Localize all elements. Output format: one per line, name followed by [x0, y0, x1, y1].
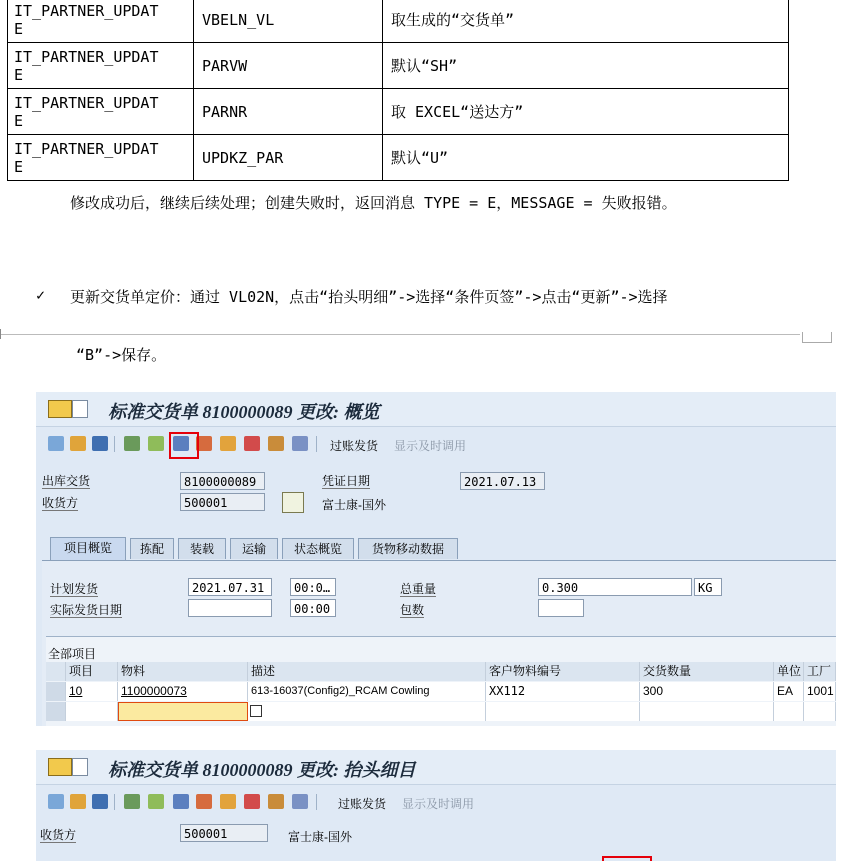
column-header[interactable]: 项目 — [66, 662, 118, 681]
sap-menu-icon[interactable] — [48, 758, 72, 776]
column-header[interactable]: 交货数量 — [640, 662, 774, 681]
value-help-icon[interactable] — [250, 705, 262, 717]
table-cell: VBELN_VL — [194, 0, 383, 43]
output-icon[interactable] — [196, 794, 212, 809]
table-row-empty[interactable] — [46, 702, 836, 721]
table-cell: IT_PARTNER_UPDAT E — [8, 43, 194, 89]
application-toolbar — [36, 786, 836, 814]
packages-field[interactable] — [538, 599, 584, 617]
sap-title-bar — [36, 750, 836, 785]
packing-icon[interactable] — [244, 436, 260, 451]
picking-icon[interactable] — [220, 794, 236, 809]
toolbar-divider — [316, 794, 317, 810]
unit[interactable] — [774, 702, 804, 721]
outbound-delivery-label: 出库交货 — [42, 474, 91, 488]
document-date-label: 凭证日期 — [322, 474, 371, 488]
column-header[interactable]: 工厂 — [804, 662, 836, 681]
table-cell: PARNR — [194, 89, 383, 135]
table-row — [8, 89, 789, 135]
post-goods-issue-button[interactable]: 过账发货 — [338, 797, 387, 811]
create-icon[interactable] — [70, 436, 86, 451]
planned-gi-time-field[interactable]: 00:0… — [290, 578, 336, 596]
items-table-title: 全部项目 — [48, 647, 97, 661]
sap-screen-overview — [36, 392, 836, 726]
screen-title: 标准交货单 8100000089 更改: 概览 — [108, 402, 380, 422]
item-number[interactable]: 10 — [66, 682, 118, 701]
tab-transport[interactable]: 运输 — [230, 538, 278, 559]
header-icon[interactable] — [148, 436, 164, 451]
highlight-box — [602, 856, 652, 861]
address-icon[interactable] — [282, 492, 304, 513]
delete-icon[interactable] — [92, 794, 108, 809]
actual-gi-date-field[interactable] — [188, 599, 272, 617]
result-paragraph: 修改成功后，继续后续处理；创建失败时，返回消息 TYPE = E，MESSAGE = 失败报错。 — [70, 194, 677, 212]
table-cell: PARVW — [194, 43, 383, 89]
column-header[interactable]: 物料 — [118, 662, 248, 681]
highlight-box — [169, 432, 199, 459]
display-change-icon[interactable] — [48, 794, 64, 809]
check-icon: ✓ — [36, 286, 46, 304]
delete-icon[interactable] — [92, 436, 108, 451]
column-header[interactable]: 描述 — [248, 662, 486, 681]
tab-item-overview[interactable]: 项目概览 — [50, 537, 126, 560]
table-cell: 默认“SH” — [383, 43, 789, 89]
screen-title: 标准交货单 8100000089 更改: 抬头细目 — [108, 760, 416, 780]
create-icon[interactable] — [70, 794, 86, 809]
partner-update-table — [7, 0, 789, 181]
ship-to-name: 富士康-国外 — [288, 830, 352, 844]
page-break-line — [0, 334, 800, 335]
header-icon[interactable] — [148, 794, 164, 809]
header-details-icon[interactable] — [173, 794, 189, 809]
show-apps-button[interactable]: 显示及时调用 — [394, 439, 467, 453]
row-selector[interactable] — [46, 702, 66, 721]
ship-to-field[interactable]: 500001 — [180, 824, 268, 842]
partner-icon[interactable] — [268, 794, 284, 809]
items-icon[interactable] — [124, 794, 140, 809]
pricing-step-paragraph-cont: “B”->保存。 — [76, 346, 167, 364]
customer-material[interactable] — [486, 702, 640, 721]
total-weight-label: 总重量 — [400, 582, 437, 596]
table-row[interactable] — [46, 682, 836, 701]
item-number[interactable] — [66, 702, 118, 721]
packing-icon[interactable] — [244, 794, 260, 809]
tab-status-overview[interactable]: 状态概览 — [282, 538, 354, 559]
picking-icon[interactable] — [220, 436, 236, 451]
sap-menu-icon[interactable] — [48, 400, 72, 418]
plant[interactable] — [804, 702, 836, 721]
display-change-icon[interactable] — [48, 436, 64, 451]
toolbar-divider — [316, 436, 317, 452]
table-cell: IT_PARTNER_UPDAT E — [8, 135, 194, 181]
ship-to-label: 收货方 — [42, 496, 79, 510]
row-selector[interactable] — [46, 682, 66, 701]
column-header[interactable]: 客户物料编号 — [486, 662, 640, 681]
weight-unit-field[interactable]: KG — [694, 578, 722, 596]
delivery-quantity[interactable] — [640, 702, 774, 721]
sap-screen-header-details — [36, 750, 836, 861]
table-cell: IT_PARTNER_UPDAT E — [8, 0, 194, 43]
toolbar-divider — [114, 794, 115, 810]
total-weight-field[interactable]: 0.300 — [538, 578, 692, 596]
ship-to-label: 收货方 — [40, 828, 77, 842]
packages-label: 包数 — [400, 603, 425, 617]
table-cell: 默认“U” — [383, 135, 789, 181]
table-row — [8, 43, 789, 89]
items-icon[interactable] — [124, 436, 140, 451]
sap-title-bar — [36, 392, 836, 427]
document-date-field[interactable]: 2021.07.13 — [460, 472, 545, 490]
page-marker — [802, 332, 832, 343]
table-row — [8, 135, 789, 181]
partner-icon[interactable] — [268, 436, 284, 451]
application-toolbar — [36, 428, 836, 456]
actual-gi-label: 实际发货日期 — [50, 603, 123, 617]
description[interactable] — [248, 702, 486, 721]
actual-gi-time-field[interactable]: 00:00 — [290, 599, 336, 617]
pricing-step-paragraph: 更新交货单定价：通过 VL02N，点击“抬头明细”->选择“条件页签”->点击“更新”->选择 — [70, 288, 668, 306]
table-row — [8, 0, 789, 43]
customer-material[interactable]: XX112 — [486, 682, 640, 701]
show-apps-button[interactable]: 显示及时调用 — [402, 797, 475, 811]
toolbar-divider — [114, 436, 115, 452]
row-selector-header[interactable] — [46, 662, 66, 681]
table-cell: IT_PARTNER_UPDAT E — [8, 89, 194, 135]
tab-goods-movement[interactable]: 货物移动数据 — [358, 538, 458, 559]
material-input[interactable] — [118, 702, 248, 721]
ship-to-field[interactable]: 500001 — [180, 493, 265, 511]
table-cell: 取 EXCEL“送达方” — [383, 89, 789, 135]
post-goods-issue-button[interactable]: 过账发货 — [330, 439, 379, 453]
column-header[interactable]: 单位 — [774, 662, 804, 681]
page-corner-mark — [0, 329, 1, 339]
table-cell: UPDKZ_PAR — [194, 135, 383, 181]
dropdown-icon[interactable] — [72, 400, 88, 418]
schedule-icon[interactable] — [292, 436, 308, 451]
tab-loading[interactable]: 装载 — [178, 538, 226, 559]
schedule-icon[interactable] — [292, 794, 308, 809]
table-header-row — [46, 662, 836, 681]
ship-to-name: 富士康-国外 — [322, 498, 386, 512]
material-number[interactable]: 1100000073 — [118, 682, 248, 701]
planned-gi-date-field[interactable]: 2021.07.31 — [188, 578, 272, 596]
description[interactable]: 613-16037(Config2)_RCAM Cowling — [248, 682, 486, 701]
delivery-quantity[interactable]: 300 — [640, 682, 774, 701]
plant[interactable]: 1001 — [804, 682, 836, 701]
tab-picking[interactable]: 拣配 — [130, 538, 174, 559]
planned-gi-label: 计划发货 — [50, 582, 99, 596]
unit[interactable]: EA — [774, 682, 804, 701]
outbound-delivery-field[interactable]: 8100000089 — [180, 472, 265, 490]
dropdown-icon[interactable] — [72, 758, 88, 776]
table-cell: 取生成的“交货单” — [383, 0, 789, 43]
